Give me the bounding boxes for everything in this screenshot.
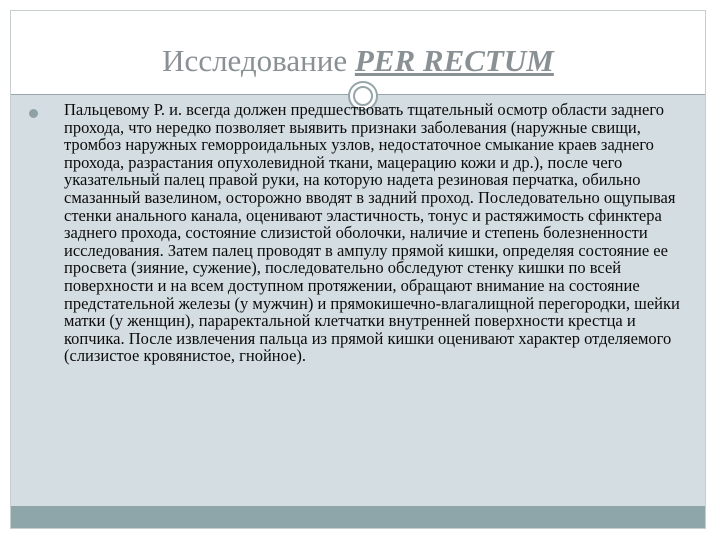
footer-band [11,506,705,528]
slide-title-prefix: Исследование [162,43,355,78]
slide-title-emphasis: PER RECTUM [354,43,554,78]
presentation-slide [10,10,706,529]
body-paragraph: Пальцевому Р. и. всегда должен предшествовать тщательный осмотр области заднего прохода, что нередко позволяет выявить признаки заболевания (наружные свищи, тромбоз наружных геморроидальных узлов, недостаточное смыкание краев заднего прохода, разрастания опухолевидной ткани, мацерацию кожи и др.), после чего указательный палец правой руки, на которую надета резиновая перчатка, обильно смазанный вазелином, осторожно вводят в задний проход. Последовательно ощупывая стенки анального канала, оценивают эластичность, тонус и растяжимость сфинктера заднего прохода, состояние слизистой оболочки, наличие и степень болезненности исследования. Затем палец проводят в ампулу прямой кишки, определяя состояние ее просвета (зияние, сужение), последовательно обследуют стенку кишки по всей поверхности и на всем доступном протяжении, обращают внимание на состояние предстательной железы (у мужчин) и прямокишечно-влагалищной перегородки, шейки матки (у женщин), параректальной клетчатки внутренней поверхности крестца и копчика. После извлечения пальца из прямой кишки оценивают характер отделяемого (слизистое кровянистое, гнойное). [64,100,680,366]
bullet-dot-icon [29,109,38,118]
slide-body [11,95,705,508]
slide-title [11,43,705,79]
